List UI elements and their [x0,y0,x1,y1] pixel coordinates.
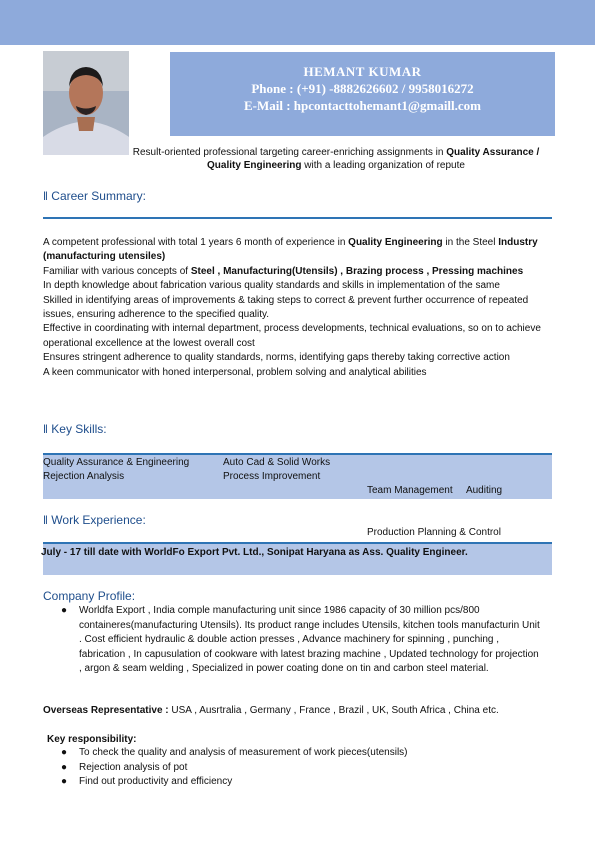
work-experience-heading: ǁ Work Experience: [43,513,146,527]
skill-item: Production Planning & Control [367,527,501,538]
skill-item: Quality Assurance & Engineering [43,457,190,468]
list-item: ● Worldfa Export , India comple manufacturing unit since 1986 capacity of 30 million pcs/800 containeres(manufacturing Utensils). Its product range includes Utensils, kitchen tools manufacturin Unit . Cost efficient hydraulic & double action presses , Advance machinery for spinning , punching , fabrication , In capusulation of cookware with latest brazing machine , Updated technology for projection , argon & seam welding , Specialized in power coating done on tin and carbon steel material. [61,605,540,674]
work-experience-entry [43,542,552,575]
phone-line: Phone : (+91) -8882626602 / 9958016272 [251,81,474,96]
career-summary-heading: ǁ Career Summary: [43,189,146,203]
summary-item: A competent professional with total 1 years 6 month of experience in Quality Engineering in the Steel Industry (manufacturing utensiles) [43,237,538,263]
profile-photo [43,51,129,155]
overseas-representative: Overseas Representative : USA , Ausrtralia , Germany , France , Brazil , UK, South Africa , China etc. [43,705,499,716]
objective-highlight: Quality Assurance / Quality Engineering [207,147,540,171]
bullet-icon: ● [61,605,68,616]
objective-text-end: with a leading organization of repute [301,160,465,171]
skill-item: Process Improvement [223,471,321,482]
person-silhouette-icon [43,51,129,155]
summary-item: Ensures stringent adherence to quality standards, norms, identifying gaps thereby taking corrective action [43,352,510,364]
bullet-icon: ● [61,761,68,773]
career-objective [126,146,546,172]
summary-item: Familiar with various concepts of Steel , Manufacturing(Utensils) , Brazing process , Pressing machines [43,265,524,277]
list-item: ● Find out productivity and efficiency [61,775,541,790]
contact-box [170,52,555,136]
company-profile-list [61,604,541,677]
skill-item: Auto Cad & Solid Works [223,457,331,468]
key-responsibility-list [61,746,541,790]
career-summary-list [43,236,553,380]
key-responsibility-heading: Key responsibility: [47,734,137,745]
summary-item: Effective in coordinating with internal department, process developments, technical evaluations, so on to achieve operational excellence at the lowest overall cost [43,323,541,349]
bullet-icon: ● [61,747,68,758]
skill-item: Rejection Analysis [43,471,125,482]
skills-column [223,456,330,484]
email-line: E-Mail : hpcontacttohemant1@gmaill.com [243,98,482,113]
candidate-name: HEMANT KUMAR [303,64,422,79]
summary-item: Skilled in identifying areas of improvements & taking steps to correct & prevent further occurrence of repeated issues, ensuring adherence to the specified quality. [43,294,529,321]
skills-column [43,456,189,484]
header-bar [0,0,595,45]
company-profile-heading: Company Profile: [43,589,136,603]
section-divider [43,217,552,219]
summary-item: In depth knowledge about fabrication various quality standards and skills in implementation of the same [43,280,500,292]
list-item: ● To check the quality and analysis of measurement of work pieces(utensils) [61,746,541,761]
key-skills-heading: ǁ Key Skills: [43,422,107,436]
skill-item: Team Management Auditing [367,485,503,496]
summary-item: A keen communicator with honed interpersonal, problem solving and analytical abilities [43,366,427,378]
job-line: July - 17 till date with WorldFo Export Pvt. Ltd., Sonipat Haryana as Ass. Quality Engineer. [41,547,468,558]
list-item: ● Rejection analysis of pot [61,761,541,776]
objective-text: Result-oriented professional targeting career-enriching assignments in [132,147,447,158]
bullet-icon: ● [61,776,68,787]
